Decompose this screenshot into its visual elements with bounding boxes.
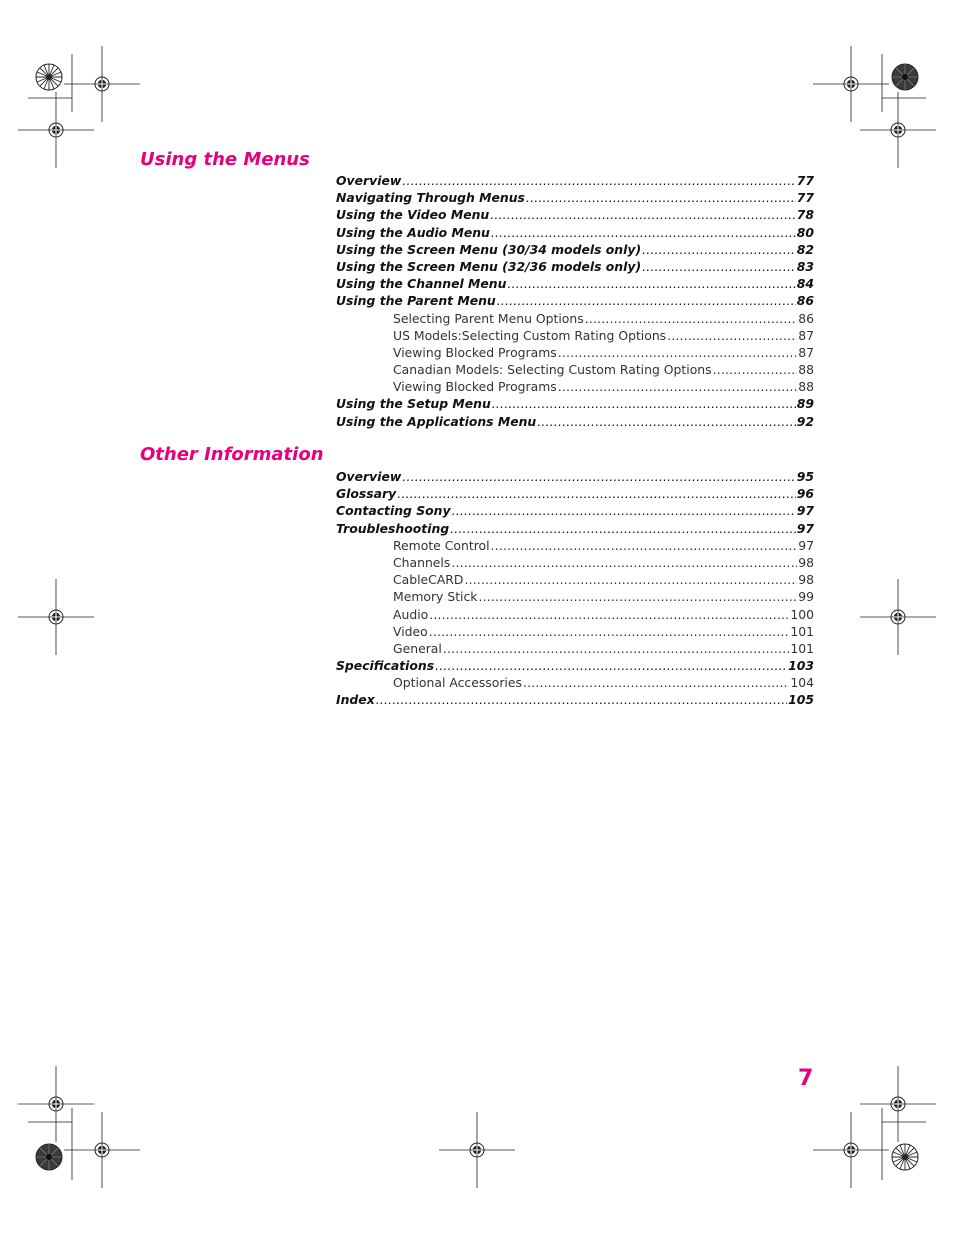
toc-dot-leader — [526, 189, 796, 206]
toc-entry[interactable] — [336, 413, 814, 430]
toc-entry-page: 88 — [798, 362, 814, 378]
toc-entry-page: 87 — [798, 327, 814, 343]
toc-entry-page: 77 — [796, 190, 814, 206]
toc-entry[interactable] — [336, 310, 814, 327]
toc-entry-page: 104 — [790, 675, 814, 691]
toc-entry-label: Contacting Sony — [336, 503, 451, 519]
toc-entry-label: Using the Channel Menu — [336, 276, 507, 292]
toc-entry-page: 86 — [798, 310, 814, 326]
toc-entry-page: 98 — [798, 554, 814, 570]
toc-entry-page: 97 — [796, 520, 814, 536]
toc-entry[interactable] — [336, 657, 814, 674]
toc-entry[interactable] — [336, 623, 814, 640]
toc-entry[interactable] — [336, 640, 814, 657]
toc-entry-label: Viewing Blocked Programs — [393, 344, 557, 360]
toc-entry[interactable] — [336, 691, 814, 708]
toc-entry-label: Troubleshooting — [336, 520, 450, 536]
toc-entry-page: 95 — [796, 469, 814, 484]
toc-entry-page: 98 — [798, 572, 814, 588]
toc-entry-page: 97 — [796, 503, 814, 519]
toc-dot-leader — [443, 640, 790, 657]
toc-entry[interactable] — [336, 275, 814, 292]
toc-entry[interactable] — [336, 502, 814, 519]
toc-entry-label: Using the Video Menu — [336, 207, 490, 223]
toc-entry-page: 89 — [796, 396, 814, 412]
toc-dot-leader — [490, 206, 796, 223]
toc-dot-leader — [402, 172, 795, 189]
toc-entry-label: Audio — [393, 606, 429, 622]
toc-entry[interactable] — [336, 554, 814, 571]
toc-entry-label: Overview — [336, 173, 402, 188]
toc-dot-leader — [523, 674, 789, 691]
toc-entry-label: Memory Stick — [393, 589, 478, 605]
toc-entry-page: 100 — [790, 606, 814, 622]
toc-entry-page: 86 — [796, 293, 814, 309]
toc-dot-leader — [713, 361, 798, 378]
toc-entry-label: Channels — [393, 554, 451, 570]
toc-entry-page: 83 — [796, 258, 814, 274]
toc-entry-label: Glossary — [336, 486, 397, 502]
section-title-using-the-menus: Using the Menus — [140, 149, 310, 170]
toc-dot-leader — [450, 520, 796, 537]
toc-entry-page: 101 — [790, 623, 814, 639]
toc-entry[interactable] — [336, 395, 814, 412]
toc-entry-page: 80 — [796, 224, 814, 240]
toc-entry-label: Optional Accessories — [393, 675, 522, 691]
toc-entry[interactable] — [336, 327, 814, 344]
toc-dot-leader — [667, 327, 797, 344]
toc-dot-leader — [497, 292, 796, 309]
toc-entry[interactable] — [336, 537, 814, 554]
toc-dot-leader — [558, 344, 797, 361]
toc-entry-label: Using the Screen Menu (32/36 models only) — [336, 258, 642, 274]
toc-entry[interactable] — [336, 206, 814, 223]
toc-dot-leader — [402, 468, 795, 485]
toc-dot-leader — [642, 258, 796, 275]
toc-entry-page: 87 — [798, 344, 814, 360]
toc-entry-label: Video — [393, 623, 428, 639]
toc-entry[interactable] — [336, 189, 814, 206]
toc-entry-label: Canadian Models: Selecting Custom Rating Options — [393, 362, 712, 378]
toc-entry-page: 105 — [788, 692, 814, 708]
toc-dot-leader — [451, 554, 797, 571]
toc-entry-label: Selecting Parent Menu Options — [393, 310, 584, 326]
toc-entry[interactable] — [336, 172, 814, 189]
toc-list-other-information — [336, 468, 814, 709]
toc-entry-label: Using the Parent Menu — [336, 293, 496, 309]
toc-entry[interactable] — [336, 258, 814, 275]
toc-entry[interactable] — [336, 224, 814, 241]
toc-entry-page: 97 — [798, 537, 814, 553]
toc-entry-label: Using the Setup Menu — [336, 396, 491, 412]
toc-dot-leader — [464, 571, 797, 588]
toc-entry-page: 96 — [796, 486, 814, 502]
toc-dot-leader — [585, 310, 798, 327]
toc-entry-page: 88 — [798, 379, 814, 395]
toc-dot-leader — [507, 275, 795, 292]
toc-dot-leader — [397, 485, 796, 502]
toc-dot-leader — [642, 241, 796, 258]
toc-entry-page: 78 — [796, 207, 814, 223]
toc-entry[interactable] — [336, 344, 814, 361]
toc-dot-leader — [558, 378, 797, 395]
toc-entry[interactable] — [336, 361, 814, 378]
toc-entry-label: Overview — [336, 469, 402, 484]
toc-entry-label: CableCARD — [393, 572, 464, 588]
toc-entry-page: 92 — [796, 413, 814, 429]
section-title-other-information: Other Information — [140, 444, 324, 465]
toc-entry-page: 84 — [796, 276, 814, 292]
page-number: 7 — [798, 1066, 814, 1091]
toc-entry[interactable] — [336, 468, 814, 485]
toc-entry[interactable] — [336, 674, 814, 691]
toc-dot-leader — [491, 224, 796, 241]
toc-entry-label: Viewing Blocked Programs — [393, 379, 557, 395]
toc-entry-label: General — [393, 640, 442, 656]
toc-entry-label: Specifications — [336, 658, 435, 674]
toc-dot-leader — [491, 537, 798, 554]
toc-list-using-the-menus — [336, 172, 814, 430]
toc-dot-leader — [429, 623, 790, 640]
toc-entry-label: Index — [336, 692, 375, 708]
toc-entry-page: 82 — [796, 241, 814, 257]
toc-entry[interactable] — [336, 571, 814, 588]
toc-entry[interactable] — [336, 520, 814, 537]
toc-dot-leader — [452, 502, 796, 519]
toc-entry[interactable] — [336, 378, 814, 395]
toc-entry-label: US Models:Selecting Custom Rating Options — [393, 327, 667, 343]
toc-entry[interactable] — [336, 292, 814, 309]
toc-dot-leader — [537, 413, 796, 430]
toc-dot-leader — [492, 395, 796, 412]
toc-dot-leader — [429, 606, 789, 623]
toc-entry-label: Using the Audio Menu — [336, 224, 490, 240]
toc-dot-leader — [376, 691, 787, 708]
toc-entry[interactable] — [336, 241, 814, 258]
toc-entry-page: 77 — [796, 173, 814, 188]
toc-entry-label: Remote Control — [393, 537, 490, 553]
toc-entry-page: 99 — [798, 589, 814, 605]
toc-dot-leader — [478, 588, 797, 605]
toc-entry-label: Navigating Through Menus — [336, 190, 525, 206]
toc-entry[interactable] — [336, 588, 814, 605]
toc-entry[interactable] — [336, 606, 814, 623]
toc-entry[interactable] — [336, 485, 814, 502]
toc-dot-leader — [435, 657, 787, 674]
toc-entry-label: Using the Applications Menu — [336, 413, 537, 429]
toc-entry-page: 101 — [790, 640, 814, 656]
toc-entry-page: 103 — [788, 658, 814, 674]
toc-entry-label: Using the Screen Menu (30/34 models only) — [336, 241, 642, 257]
